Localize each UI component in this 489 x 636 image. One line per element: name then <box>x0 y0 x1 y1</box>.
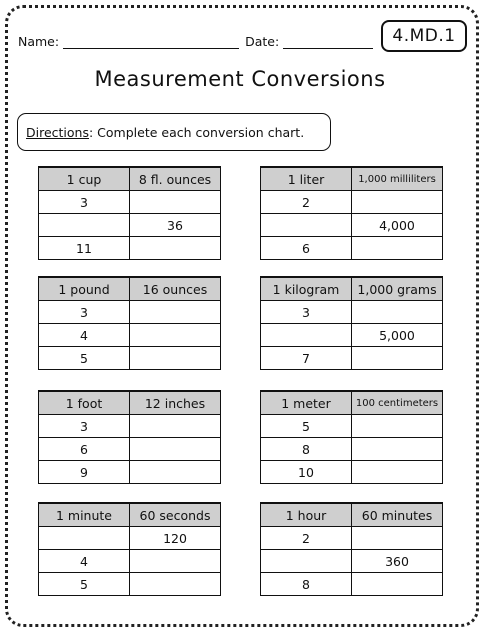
table-cell[interactable]: 36 <box>130 214 221 237</box>
table-row <box>39 527 221 550</box>
table-cell[interactable] <box>130 415 221 438</box>
table-cell[interactable] <box>261 550 352 573</box>
table-cell[interactable]: 10 <box>261 461 352 484</box>
table-cell[interactable]: 120 <box>130 527 221 550</box>
table-cell[interactable] <box>130 191 221 214</box>
table-row <box>261 527 443 550</box>
table-cell[interactable]: 11 <box>39 237 130 260</box>
table-row <box>261 461 443 484</box>
table-cell[interactable]: 3 <box>39 415 130 438</box>
table-cell[interactable] <box>352 573 443 596</box>
table-cell[interactable]: 3 <box>39 301 130 324</box>
table-cell[interactable] <box>130 461 221 484</box>
table-header-unit: 1 liter <box>261 167 352 191</box>
table-row <box>261 550 443 573</box>
table-cell[interactable] <box>352 461 443 484</box>
conversion-table-kilogram <box>260 276 443 370</box>
conversion-table-cup <box>38 166 221 260</box>
table-cell[interactable] <box>352 438 443 461</box>
table-row <box>261 301 443 324</box>
table-cell[interactable]: 8 <box>261 573 352 596</box>
table-cell[interactable]: 3 <box>261 301 352 324</box>
table-header-unit: 1 kilogram <box>261 277 352 301</box>
table-row <box>39 550 221 573</box>
table-cell[interactable] <box>130 573 221 596</box>
table-row <box>39 438 221 461</box>
table-cell[interactable] <box>130 324 221 347</box>
table-cell[interactable] <box>130 438 221 461</box>
table-header-equivalent: 12 inches <box>130 391 221 415</box>
table-row <box>261 214 443 237</box>
table-row <box>39 573 221 596</box>
date-label: Date: <box>245 34 280 49</box>
table-row <box>39 324 221 347</box>
table-header-equivalent: 100 centimeters <box>352 391 443 415</box>
table-row <box>261 324 443 347</box>
table-cell[interactable] <box>352 527 443 550</box>
conversion-table-liter <box>260 166 443 260</box>
table-cell[interactable] <box>352 191 443 214</box>
table-cell[interactable] <box>261 214 352 237</box>
table-row <box>261 438 443 461</box>
table-header-unit: 1 cup <box>39 167 130 191</box>
table-row <box>39 191 221 214</box>
table-cell[interactable] <box>39 527 130 550</box>
table-row <box>261 573 443 596</box>
table-cell[interactable] <box>352 237 443 260</box>
table-row <box>39 237 221 260</box>
directions-box <box>17 113 331 151</box>
table-cell[interactable] <box>130 550 221 573</box>
table-cell[interactable]: 5,000 <box>352 324 443 347</box>
table-cell[interactable]: 5 <box>39 347 130 370</box>
table-cell[interactable]: 7 <box>261 347 352 370</box>
table-row <box>39 301 221 324</box>
table-row <box>261 191 443 214</box>
table-cell[interactable] <box>261 324 352 347</box>
table-header-unit: 1 minute <box>39 503 130 527</box>
table-cell[interactable] <box>130 237 221 260</box>
conversion-table-foot <box>38 390 221 484</box>
table-cell[interactable] <box>352 347 443 370</box>
table-cell[interactable]: 8 <box>261 438 352 461</box>
conversion-table-hour <box>260 502 443 596</box>
table-cell[interactable]: 4 <box>39 550 130 573</box>
standard-badge: 4.MD.1 <box>381 20 467 52</box>
table-cell[interactable]: 360 <box>352 550 443 573</box>
table-cell[interactable]: 4 <box>39 324 130 347</box>
table-cell[interactable]: 5 <box>261 415 352 438</box>
table-row <box>261 237 443 260</box>
table-cell[interactable] <box>130 347 221 370</box>
table-cell[interactable]: 6 <box>39 438 130 461</box>
table-header-unit: 1 meter <box>261 391 352 415</box>
table-cell[interactable]: 2 <box>261 191 352 214</box>
name-label: Name: <box>18 34 60 49</box>
table-cell[interactable] <box>130 301 221 324</box>
table-header-unit: 1 pound <box>39 277 130 301</box>
name-field[interactable] <box>63 36 239 49</box>
table-header-unit: 1 hour <box>261 503 352 527</box>
table-cell[interactable]: 5 <box>39 573 130 596</box>
conversion-table-meter <box>260 390 443 484</box>
table-row <box>261 415 443 438</box>
table-row <box>39 461 221 484</box>
table-cell[interactable] <box>352 415 443 438</box>
table-row <box>39 415 221 438</box>
table-header-unit: 1 foot <box>39 391 130 415</box>
table-cell[interactable]: 6 <box>261 237 352 260</box>
table-cell[interactable]: 9 <box>39 461 130 484</box>
table-row <box>261 347 443 370</box>
page-title: Measurement Conversions <box>94 67 386 91</box>
table-cell[interactable] <box>352 301 443 324</box>
table-row <box>39 347 221 370</box>
name-date-row <box>18 34 373 49</box>
conversion-table-pound <box>38 276 221 370</box>
date-field[interactable] <box>283 36 373 49</box>
table-header-equivalent: 8 fl. ounces <box>130 167 221 191</box>
table-header-equivalent: 16 ounces <box>130 277 221 301</box>
table-header-equivalent: 1,000 milliliters <box>352 167 443 191</box>
table-header-equivalent: 60 seconds <box>130 503 221 527</box>
table-cell[interactable]: 2 <box>261 527 352 550</box>
directions-label: Directions <box>26 124 89 140</box>
directions-text: : Complete each conversion chart. <box>88 124 305 140</box>
conversion-table-minute <box>38 502 221 596</box>
table-row <box>39 214 221 237</box>
table-header-equivalent: 60 minutes <box>352 503 443 527</box>
table-header-equivalent: 1,000 grams <box>352 277 443 301</box>
table-cell[interactable] <box>39 214 130 237</box>
table-cell[interactable]: 4,000 <box>352 214 443 237</box>
table-cell[interactable]: 3 <box>39 191 130 214</box>
